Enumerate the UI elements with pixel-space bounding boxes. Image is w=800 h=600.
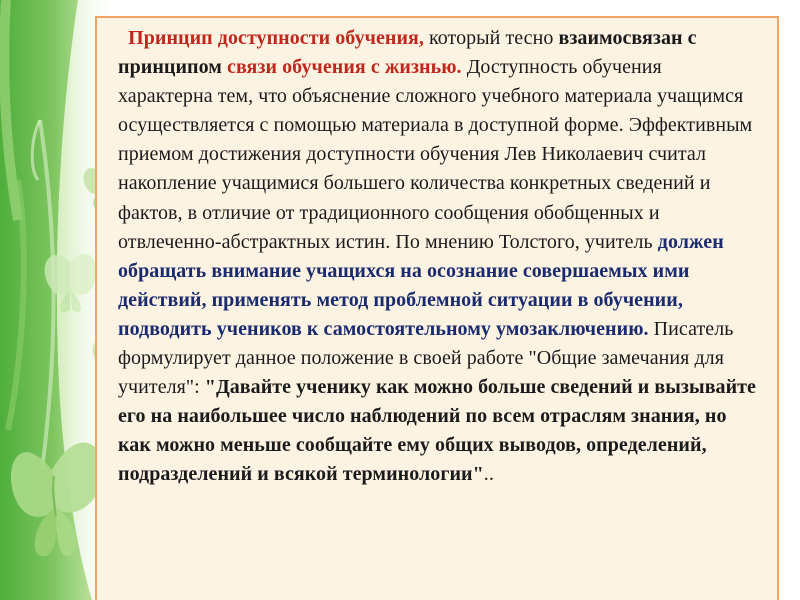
highlight-segment: должен обращать внимание учащихся на осознание совершаемых ими действий, применять метод проблемной ситуации в обучении, подводить учеников к самостоятельному умозаключению. <box>118 230 724 340</box>
text-segment: Доступность обучения характерна тем, что объяснение сложного учебного материала учащимся осуществляется с помощью материала в доступной форме. Эффективным приемом достижения доступности обучения Лев Николаевич считал накопление учащимися большего количества конкретных сведений и фактов, в отличие от традиционного сообщения обобщенных и отвлеченно-абстрактных истин. По мнению Толстого, учитель <box>118 56 753 253</box>
principle-name: Принцип доступности обучения, <box>128 27 424 49</box>
bold-segment: взаимосвязан с принципом <box>118 27 697 79</box>
text-segment: .. <box>483 463 494 486</box>
text-segment: Писатель формулирует данное положение в своей работе "Общие замечания для учителя": <box>118 317 734 399</box>
main-paragraph <box>118 24 758 490</box>
quote-segment: "Давайте ученику как можно больше сведений и вызывайте его на наибольшее число наблюдений по всем отраслям знания, но как можно меньше сообщайте ему общих выводов, определений, подразделений и всякой терминологии" <box>118 376 756 486</box>
text-segment: который тесно <box>429 27 554 49</box>
principle-link: связи обучения с жизнью. <box>227 56 462 79</box>
